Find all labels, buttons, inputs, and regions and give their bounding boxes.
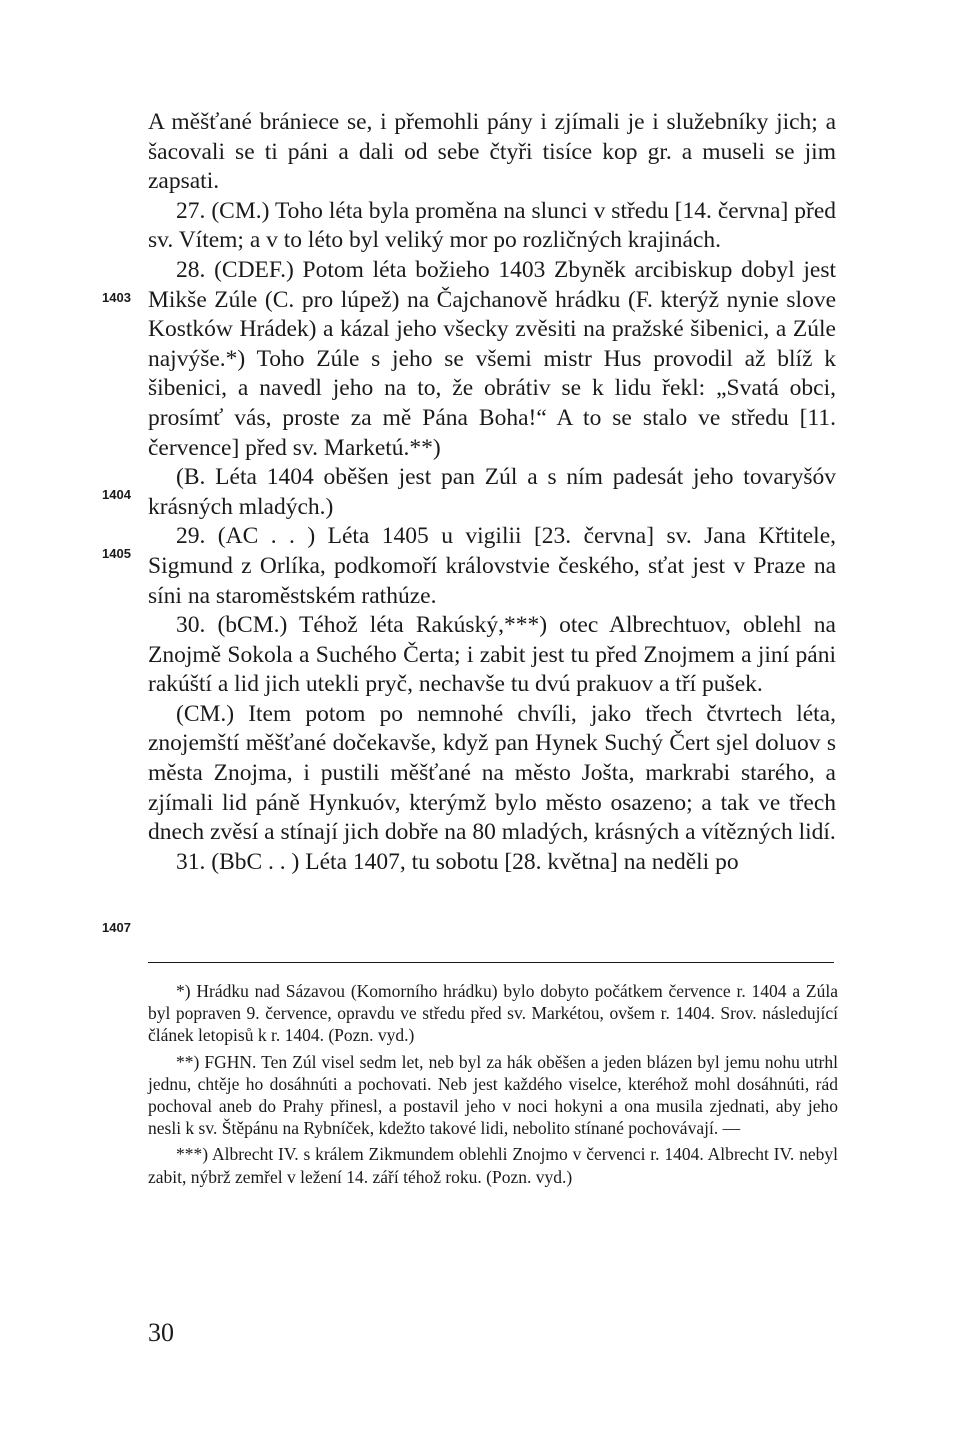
margin-year: 1405 xyxy=(102,546,131,561)
paragraph: (B. Léta 1404 oběšen jest pan Zúl a s ním padesát jeho tovaryšóv krásných mladých.) xyxy=(148,464,836,520)
margin-year: 1403 xyxy=(102,290,131,305)
main-text xyxy=(148,108,836,877)
paragraph: 28. (CDEF.) Potom léta božieho 1403 Zbyněk arcibiskup dobyl jest Mikše Zúle (C. pro lúpež) na Čajchanově hrádku (F. kterýž nynie slove Kostków Hrádek) a kázal jeho všecky zvěsiti na pražské šibenici, a Zúle najvýše.*) Toho Zúle s jeho se všemi mistr Hus provodil až blíž k šibenici, a navedl jeho na to, že obrátiv se k lidu řekl: „Svatá obci, prosímť vás, proste za mě Pána Boha!“ A to se stalo ve středu [11. července] před sv. Marketú.**) xyxy=(148,256,836,461)
margin-year: 1407 xyxy=(102,920,131,935)
paragraph: 29. (AC . . ) Léta 1405 u vigilii [23. června] sv. Jana Křtitele, Sigmund z Orlíka, podkomoří královstvie českého, sťat jest v Praze na síni na staroměstském rathúze. xyxy=(148,523,836,609)
margin-year: 1404 xyxy=(102,487,131,502)
footnotes xyxy=(148,980,838,1192)
footnote: *) Hrádku nad Sázavou (Komorního hrádku) bylo dobyto počátkem července r. 1404 a Zúla byl popraven 9. července, opravdu ve středu před sv. Markétou, ovšem r. 1404. Srov. následující článek letopisů k r. 1404. (Pozn. vyd.) xyxy=(148,981,838,1046)
footnote-divider xyxy=(148,962,834,963)
paragraph: 31. (BbC . . ) Léta 1407, tu sobotu [28. května] na neděli po xyxy=(176,848,739,875)
paragraph: A měšťané brániece se, i přemohli pány i zjímali je i služebníky jich; a šacovali se ti páni a dali od sebe čtyři tisíce kop gr. a museli se jim zapsati. xyxy=(148,109,836,195)
paragraph: (CM.) Item potom po nemnohé chvíli, jako třech čtvrtech léta, znojemští měšťané dočekavše, když pan Hynek Suchý Čert sjel doluov s města Znojma, i pustili měšťané na město Jošta, markrabi starého, a zjímali lid páně Hynkuóv, kterýmž bylo město osazeno; a tak ve třech dnech zvěsí a stínají jich dobře na 80 mladých, krásných a vítězných lidí. xyxy=(148,700,836,846)
footnote: ***) Albrecht IV. s králem Zikmundem oblehli Znojmo v červenci r. 1404. Albrecht IV. nebyl zabit, nýbrž zemřel v ležení 14. září téhož roku. (Pozn. vyd.) xyxy=(148,1144,838,1187)
paragraph: 30. (bCM.) Téhož léta Rakúský,***) otec Albrechtuov, oblehl na Znojmě Sokola a Suchého Čerta; i zabit jest tu před Znojmem a jiní páni rakúští a lid jich utekli pryč, nechavše tu dvú prakuov a tří pušek. xyxy=(148,612,836,698)
footnote: **) FGHN. Ten Zúl visel sedm let, neb byl za hák oběšen a jeden blázen byl jemu nohu utrhl jednu, chtěje ho dosáhnúti a pochovati. Neb jest každého viselce, kteréhož mohl dosáhnúti, rád pochoval aneb do Prahy přinesl, a postavil jeho v noci hokyni a ona musila zjednati, aby jeho nesli k sv. Štěpánu na Rybníček, kdežto takové lidi, nebolito stínané pochovávají. — xyxy=(148,1051,838,1139)
paragraph: 27. (CM.) Toho léta byla proměna na slunci v středu [14. června] před sv. Vítem; a v to léto byl veliký mor po rozličných krajinách. xyxy=(148,197,836,254)
page-number: 30 xyxy=(148,1318,174,1347)
